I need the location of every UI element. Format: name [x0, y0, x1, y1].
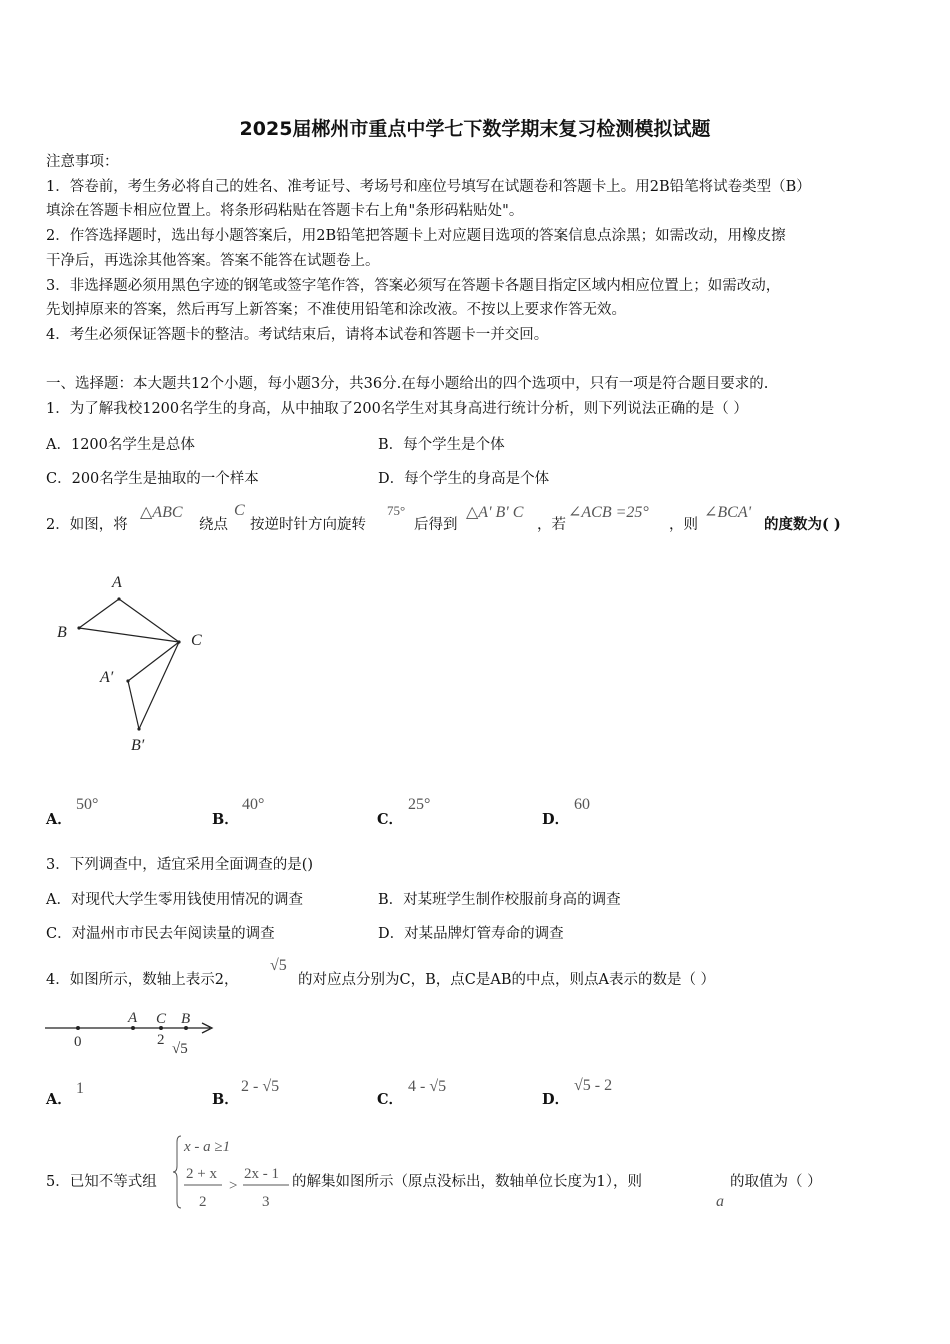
point-a [131, 1026, 135, 1030]
q5-inequality-system [172, 1130, 292, 1214]
q4-text: 的对应点分别为C，B，点C是AB的中点，则点A表示的数是（ ） [298, 972, 716, 988]
q4-math-sqrt5: √5 [270, 957, 287, 974]
q4-option-d-value: √5 - 2 [574, 1077, 613, 1094]
q4-option-a-value: 1 [76, 1080, 84, 1097]
point-zero [76, 1026, 80, 1030]
fraction-2-denominator: 3 [262, 1194, 270, 1210]
tick-label-zero: 0 [74, 1034, 82, 1050]
q2-text: 绕点 [199, 517, 228, 533]
q4-option-a-letter[interactable]: A． [46, 1091, 72, 1108]
q5-variable-a: a [716, 1193, 724, 1210]
fraction-2-numerator: 2x - 1 [244, 1166, 279, 1182]
point-label-a: A [128, 1010, 138, 1026]
label-c: C [191, 632, 202, 649]
greater-than-sign: > [229, 1178, 238, 1194]
q2-math-point-c: C [234, 502, 245, 519]
inequality-1: x - a ≥1 [184, 1139, 231, 1155]
label-b: B [57, 624, 67, 641]
q4-option-d-letter[interactable]: D． [542, 1091, 570, 1108]
label-a-prime: A′ [100, 669, 114, 686]
q5-text: 的解集如图所示（原点没标出，数轴单位长度为1），则 [292, 1174, 642, 1190]
q2-text: 后得到 [414, 517, 458, 533]
q3-option-a[interactable]: A．对现代大学生零用钱使用情况的调查 [46, 892, 303, 908]
q2-option-a-letter[interactable]: A． [46, 811, 72, 828]
fraction-1-numerator: 2 + x [186, 1166, 217, 1182]
notice-line: 1．答卷前，考生务必将自己的姓名、准考证号、考场号和座位号填写在试题卷和答题卡上。用2B铅笔将试卷类型（B） [46, 179, 811, 195]
tick-label-two: 2 [157, 1032, 165, 1048]
point-a1 [126, 679, 129, 682]
notice-line: 干净后，再选涂其他答案。答案不能答在试题卷上。 [46, 253, 380, 269]
segment-ac [119, 599, 179, 642]
q4-option-c-value: 4 - √5 [408, 1078, 447, 1095]
q3-option-b[interactable]: B．对某班学生制作校服前身高的调查 [378, 892, 621, 908]
q2-math-angle-bca1: ∠BCA' [704, 504, 752, 521]
label-a: A [112, 574, 122, 591]
point-c [177, 640, 180, 643]
q2-option-b-letter[interactable]: B． [212, 811, 239, 828]
q2-text: ，则 [669, 517, 698, 533]
q2-math-triangle-abc: △ABC [140, 504, 183, 521]
q1-option-c[interactable]: C．200名学生是抽取的一个样本 [46, 471, 259, 487]
q2-text: ，若 [537, 517, 566, 533]
q4-text: 4．如图所示，数轴上表示2， [46, 972, 239, 988]
notice-line: 3．非选择题必须用黑色字迹的钢笔或签字笔作答，答案必须写在答题卡各题目指定区域内相应位置上；如需改动， [46, 278, 781, 294]
point-b1 [137, 727, 140, 730]
point-label-b: B [181, 1011, 191, 1027]
label-b-prime: B′ [131, 737, 145, 754]
q5-text: 的取值为（ ） [730, 1174, 822, 1190]
system-brace-icon [173, 1136, 181, 1208]
q2-option-b-value: 40° [242, 796, 265, 813]
tick-label-sqrt5: √5 [172, 1041, 188, 1057]
page-title: 2025届郴州市重点中学七下数学期末复习检测模拟试题 [239, 118, 711, 140]
notice-line: 4．考生必须保证答题卡的整洁。考试结束后，请将本试卷和答题卡一并交回。 [46, 327, 549, 343]
segment-a1b1 [128, 681, 139, 729]
q4-option-c-letter[interactable]: C． [377, 1091, 404, 1108]
q2-option-d-letter[interactable]: D． [542, 811, 570, 828]
q2-text: 2．如图，将 [46, 517, 128, 533]
segment-ab [79, 599, 119, 628]
q1-option-d[interactable]: D．每个学生的身高是个体 [378, 471, 550, 487]
segment-b1c [139, 642, 179, 729]
q1-option-b[interactable]: B．每个学生是个体 [378, 437, 505, 453]
q1-option-a[interactable]: A．1200名学生是总体 [46, 437, 195, 453]
segment-bc [79, 628, 179, 642]
point-b [77, 626, 80, 629]
q2-rotation-figure [40, 560, 230, 770]
q2-option-d-value: 60 [574, 796, 590, 813]
question-3-stem: 3．下列调查中，适宜采用全面调查的是() [46, 857, 314, 873]
segment-a1c [128, 642, 179, 681]
q2-text: 按逆时针方向旋转 [250, 517, 366, 533]
q2-math-angle-75: 75° [387, 503, 406, 518]
q2-option-a-value: 50° [76, 796, 99, 813]
notice-heading: 注意事项： [46, 154, 119, 170]
q3-option-c[interactable]: C．对温州市市民去年阅读量的调查 [46, 926, 275, 942]
question-1-stem: 1．为了解我校1200名学生的身高，从中抽取了200名学生对其身高进行统计分析，则下列说法正确的是（ ） [46, 401, 748, 417]
q2-option-c-value: 25° [408, 796, 431, 813]
section-heading: 一、选择题：本大题共12个小题，每小题3分，共36分.在每小题给出的四个选项中，只有一项是符合题目要求的. [46, 376, 769, 392]
notice-line: 填涂在答题卡相应位置上。将条形码粘贴在答题卡右上角"条形码粘贴处"。 [46, 203, 524, 219]
fraction-1-denominator: 2 [199, 1194, 207, 1210]
notice-line: 先划掉原来的答案，然后再写上新答案；不准使用铅笔和涂改液。不按以上要求作答无效。 [46, 302, 626, 318]
figure-lines [79, 599, 179, 729]
q3-option-d[interactable]: D．对某品牌灯管寿命的调查 [378, 926, 564, 942]
q2-math-angle-acb: ∠ACB =25° [568, 504, 649, 521]
q2-option-c-letter[interactable]: C． [377, 811, 404, 828]
q4-option-b-value: 2 - √5 [241, 1078, 280, 1095]
q2-math-triangle-a1b1c: △A' B' C [466, 504, 524, 521]
q2-text: 的度数为( ) [764, 516, 841, 533]
notice-line: 2．作答选择题时，选出每小题答案后，用2B铅笔把答题卡上对应题目选项的答案信息点涂黑；如需改动，用橡皮擦 [46, 228, 786, 244]
point-a [117, 597, 120, 600]
q5-text: 5．已知不等式组 [46, 1174, 157, 1190]
q4-option-b-letter[interactable]: B． [212, 1091, 239, 1108]
point-label-c: C [156, 1011, 167, 1027]
q4-number-line [40, 1008, 230, 1058]
